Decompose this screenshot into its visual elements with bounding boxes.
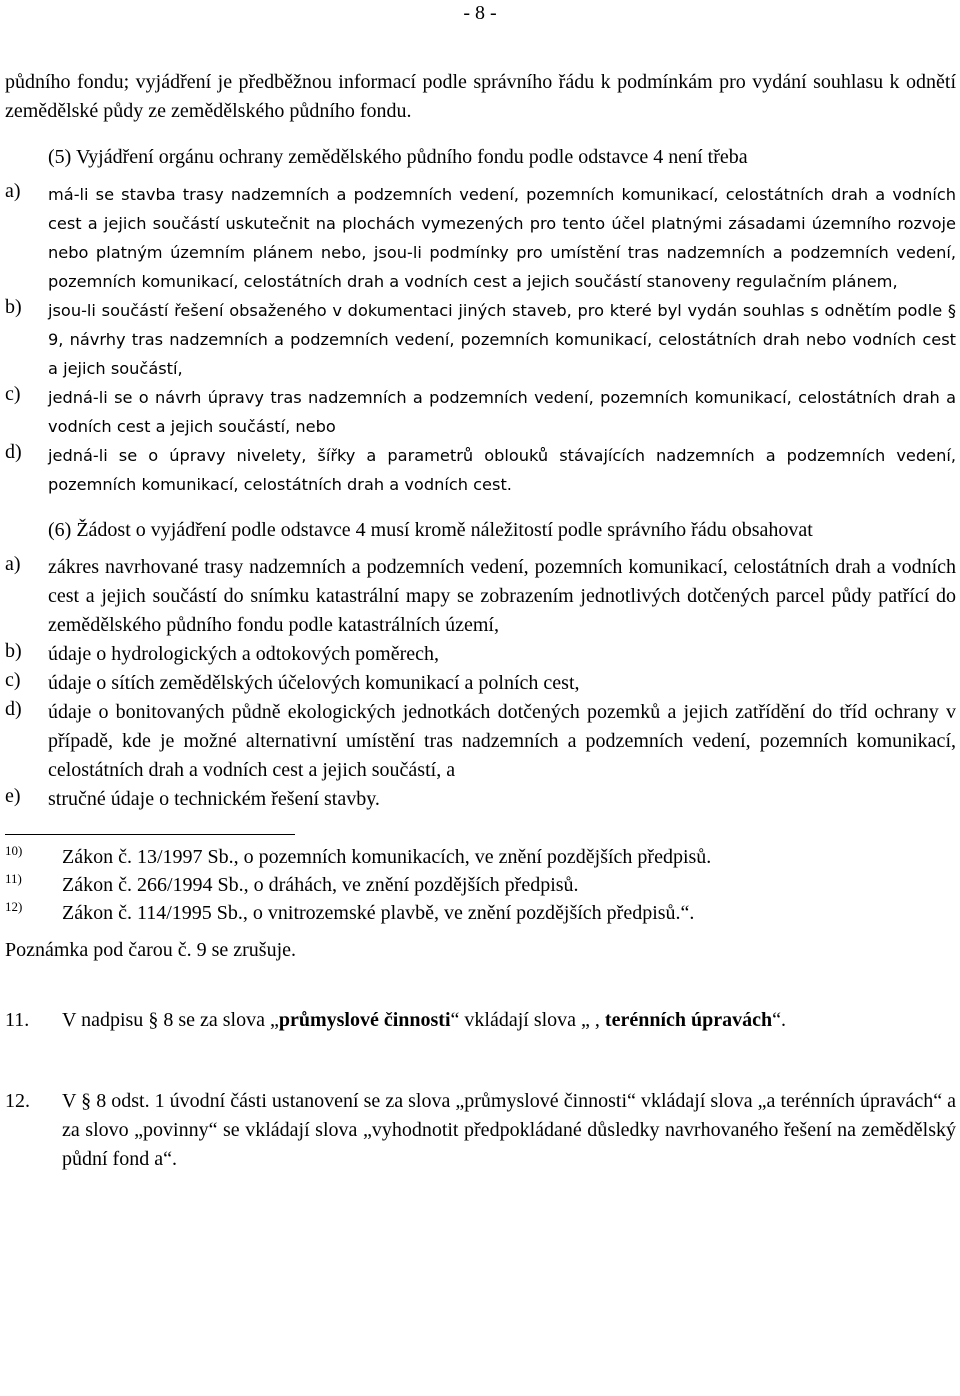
footnotes: [5, 843, 956, 927]
footnote: [5, 843, 956, 871]
list-item: [5, 180, 956, 296]
footnote-text: Zákon č. 114/1995 Sb., o vnitrozemské plavbě, ve znění pozdějších předpisů.“.: [62, 902, 695, 924]
amendment-text: V § 8 odst. 1 úvodní části ustanovení se za slova „průmyslové činnosti“ vkládají slova „a terénních úpravách“ a za slovo „povinny“ se vkládají slova „vyhodnotit předpokládané důsledky navrhovaného řešení na zemědělský půdní fond a“.: [62, 1090, 957, 1170]
list-item: [5, 296, 956, 383]
section-sign: §: [81, 1090, 92, 1112]
footnote: [5, 899, 956, 927]
item-label: a): [5, 180, 21, 202]
list-item: [5, 553, 956, 640]
para6-heading: (6) Žádost o vyjádření podle odstavce 4 musí kromě náležitostí podle správního řádu obsahovat: [48, 519, 813, 541]
document-body: [5, 68, 956, 1174]
item-text: jsou-li součástí řešení obsaženého v dokumentaci jiných staveb, pro které byl vydán souhlas s odnětím podle § 9, návrhy tras nadzemních a podzemních vedení, pozemních komunikací, celostátních drah nebo vodních cest a jejich součástí,: [48, 301, 956, 378]
amendment-number: 11.: [5, 1009, 30, 1031]
footnote-number: 12): [5, 899, 23, 914]
intro-paragraph: půdního fondu; vyjádření je předběžnou informací podle správního řádu k podmínkám pro vydání souhlasu k odnětí zemědělské půdy ze zemědělského půdního fondu.: [5, 71, 956, 122]
para5-list: [5, 180, 956, 499]
item-text: údaje o bonitovaných půdně ekologických jednotkách dotčených pozemků a jejich zatřídění do tříd ochrany v případě, kde je možné alternativní umístění tras nadzemních a podzemních vedení, pozemních komunikací, celostátních drah a vodních cest a jejich součástí, a: [48, 701, 956, 781]
para5-heading: (5) Vyjádření orgánu ochrany zemědělského půdního fondu podle odstavce 4 není třeba: [48, 146, 748, 168]
section-sign: §: [148, 1009, 159, 1031]
list-item: [5, 669, 956, 698]
para6-list: [5, 553, 956, 814]
item-label: a): [5, 553, 21, 575]
list-item: [5, 441, 956, 499]
amendment-text: V nadpisu § 8 se za slova „průmyslové činnosti“ vkládají slova „ , terénních úpravách“.: [62, 1009, 787, 1031]
list-item: [5, 640, 956, 669]
item-label: b): [5, 640, 22, 662]
list-item: [5, 698, 956, 785]
footnote-number: 10): [5, 843, 23, 858]
footnote-text: Zákon č. 266/1994 Sb., o dráhách, ve znění pozdějších předpisů.: [62, 874, 579, 896]
amendment-12: [5, 1087, 956, 1174]
item-text: údaje o hydrologických a odtokových poměrech,: [48, 643, 439, 665]
footnote-removal-note: Poznámka pod čarou č. 9 se zrušuje.: [5, 939, 297, 961]
section-sign: §: [947, 301, 956, 320]
footnote-text: Zákon č. 13/1997 Sb., o pozemních komunikacích, ve znění pozdějších předpisů.: [62, 846, 712, 868]
footnote-divider: [5, 834, 295, 835]
item-text: zákres navrhované trasy nadzemních a podzemních vedení, pozemních komunikací, celostátních drah a vodních cest a jejich součástí do snímku katastrální mapy se zobrazením jednotlivých dotčených parcel půdy patřící do zemědělského půdního fondu podle katastrálních území,: [48, 556, 956, 636]
page-number: - 8 -: [463, 2, 497, 24]
amendment-11: [5, 1006, 956, 1035]
footnote: [5, 871, 956, 899]
item-label: c): [5, 669, 21, 691]
item-text: jedná-li se o úpravy nivelety, šířky a parametrů oblouků stávajících nadzemních a podzemních vedení, pozemních komunikací, celostátních drah a vodních cest.: [48, 446, 956, 494]
item-text: jedná-li se o návrh úpravy tras nadzemních a podzemních vedení, pozemních komunikací, celostátních drah a vodních cest a jejich součástí, nebo: [48, 388, 956, 436]
item-label: c): [5, 383, 21, 405]
item-label: d): [5, 698, 22, 720]
item-text: stručné údaje o technickém řešení stavby.: [48, 788, 380, 810]
item-text: má-li se stavba trasy nadzemních a podzemních vedení, pozemních komunikací, celostátních drah a vodních cest a jejich součástí uskutečnit na plochách vymezených pro tento účel platnými zásadami územního rozvoje nebo platným územním plánem nebo, jsou-li podmínky pro umístění tras nadzemních a podzemních vedení, pozemních komunikací, celostátních drah a vodních cest a jejich součástí stanoveny regulačním plánem,: [48, 185, 956, 291]
item-label: d): [5, 441, 22, 463]
list-item: [5, 785, 956, 814]
item-label: b): [5, 296, 22, 318]
footnote-number: 11): [5, 871, 22, 886]
list-item: [5, 383, 956, 441]
amendment-number: 12.: [5, 1090, 30, 1112]
item-label: e): [5, 785, 21, 807]
item-text: údaje o sítích zemědělských účelových komunikací a polních cest,: [48, 672, 580, 694]
